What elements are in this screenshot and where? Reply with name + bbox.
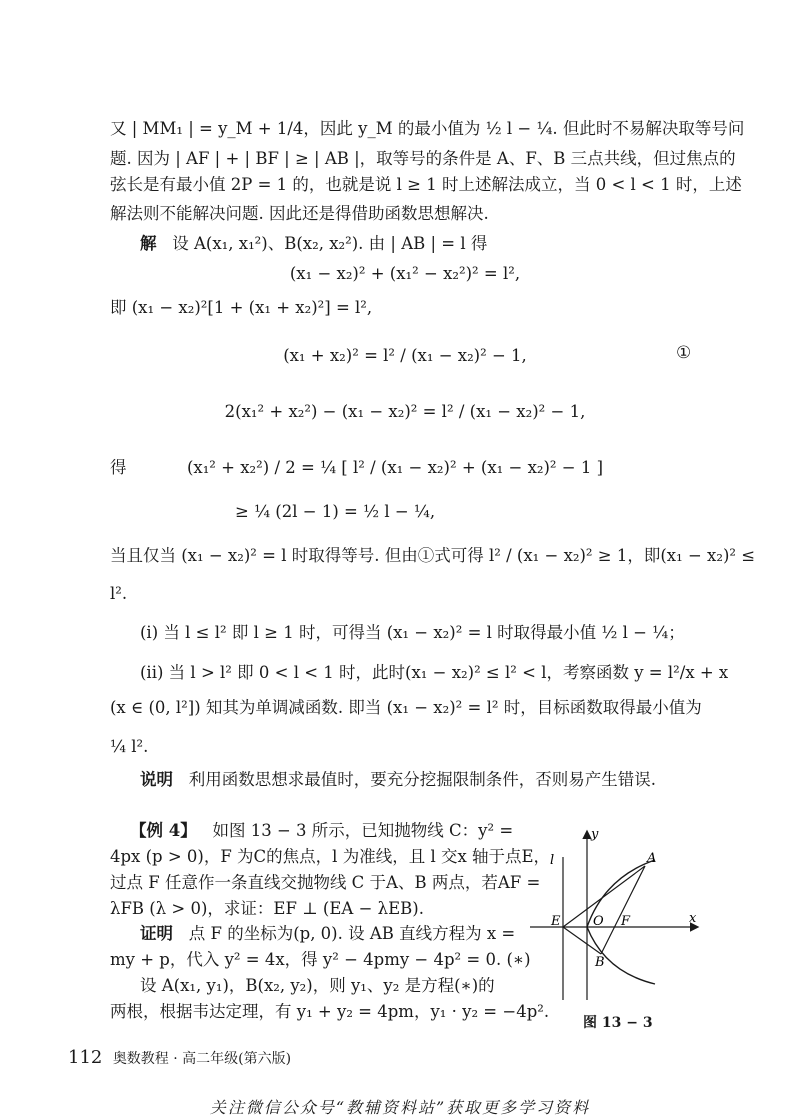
label-x: x bbox=[689, 911, 697, 926]
example-line: 过点 F 任意作一条直线交抛物线 C 于A、B 两点，若AF = bbox=[110, 873, 541, 892]
case-ii-line: (ii) 当 l > l² 即 0 < l < 1 时，此时(x₁ − x₂)² ≤ l² < l，考察函数 y = l²/x + x bbox=[140, 663, 729, 682]
segment-eb bbox=[563, 927, 601, 954]
proof-line bbox=[140, 923, 520, 945]
solution-text: 设 A(x₁, x₁²)、B(x₂, x₂²). 由 | AB | = l 得 bbox=[172, 234, 488, 253]
promo-banner: 关注微信公众号“教辅资料站”获取更多学习资料 bbox=[209, 1098, 591, 1117]
label-e: E bbox=[551, 914, 561, 929]
case-ii-line: ¼ l². bbox=[110, 737, 149, 756]
label-l: l bbox=[550, 853, 555, 868]
book-title: 奥数教程 · 高二年级(第六版) bbox=[112, 1051, 292, 1067]
proof-line: 设 A(x₁, y₁)，B(x₂, y₂)，则 y₁、y₂ 是方程(∗)的 bbox=[140, 976, 495, 995]
figure-caption: 图 13 − 3 bbox=[583, 1015, 653, 1031]
label-y: y bbox=[591, 827, 599, 842]
case-ii-line: (x ∈ (0, l²]) 知其为单调减函数. 即当 (x₁ − x₂)² = l² 时，目标函数取得最小值为 bbox=[110, 698, 702, 717]
condition-line: 当且仅当 (x₁ − x₂)² = l 时取得等号. 但由①式可得 l² / (x₁ − x₂)² ≥ 1，即(x₁ − x₂)² ≤ bbox=[110, 546, 756, 565]
equation-2: 即 (x₁ − x₂)²[1 + (x₁ + x₂)²] = l², bbox=[110, 298, 373, 317]
de-label: 得 bbox=[110, 458, 127, 477]
proof-text: 点 F 的坐标为(p, 0). 设 AB 直线方程为 x = bbox=[188, 924, 516, 943]
label-a: A bbox=[647, 851, 657, 866]
proof-line: 两根，根据韦达定理，有 y₁ + y₂ = 4pm，y₁ · y₂ = −4p². bbox=[110, 1002, 550, 1021]
solution-line bbox=[140, 233, 730, 255]
parabola-figure bbox=[525, 822, 705, 1007]
condition-line: l². bbox=[110, 584, 128, 603]
intro-line: 弦长是有最小值 2P = 1 的，也就是说 l ≥ 1 时上述解法成立，当 0 < l < 1 时，上述 bbox=[110, 175, 742, 194]
example-line: λFB (λ > 0)，求证：EF ⊥ (EA − λEB). bbox=[110, 899, 424, 918]
note-line bbox=[140, 769, 730, 791]
page-number: 112 bbox=[68, 1047, 103, 1068]
intro-line: 解法则不能解决问题. 因此还是得借助函数思想解决. bbox=[110, 204, 489, 223]
equation-5: (x₁² + x₂²) / 2 = ¼ [ l² / (x₁ − x₂)² + (x₁ − x₂)² − 1 ] bbox=[186, 458, 604, 477]
segment-ea bbox=[563, 866, 645, 927]
note-text: 利用函数思想求最值时，要充分挖掘限制条件，否则易产生错误. bbox=[188, 770, 656, 789]
example-text: 如图 13 − 3 所示，已知抛物线 C：y² = bbox=[212, 821, 514, 840]
equation-6: ≥ ¼ (2l − 1) = ½ l − ¼, bbox=[235, 502, 436, 521]
equation-number: ① bbox=[676, 343, 692, 363]
page-footer bbox=[68, 1047, 291, 1068]
equation-1: (x₁ − x₂)² + (x₁² − x₂²)² = l², bbox=[289, 264, 521, 283]
proof-label: 证明 bbox=[140, 924, 173, 943]
chord-ab bbox=[601, 866, 645, 954]
example-label: 【例 4】 bbox=[130, 821, 197, 840]
equation-4: 2(x₁² + x₂²) − (x₁ − x₂)² = l² / (x₁ − x₂)² − 1, bbox=[224, 402, 586, 421]
solution-label: 解 bbox=[140, 234, 157, 253]
label-f: F bbox=[621, 914, 631, 929]
label-o: O bbox=[593, 914, 604, 929]
note-label: 说明 bbox=[140, 770, 173, 789]
example-line: 4px (p > 0)，F 为C的焦点，l 为准线，且 l 交x 轴于点E， bbox=[110, 847, 551, 866]
intro-line: 又 | MM₁ | = y_M + 1/4，因此 y_M 的最小值为 ½ l − ¼. 但此时不易解决取等号问 bbox=[110, 119, 745, 138]
case-i: (i) 当 l ≤ l² 即 l ≥ 1 时，可得当 (x₁ − x₂)² = l 时取得最小值 ½ l − ¼； bbox=[140, 623, 685, 642]
intro-line: 题. 因为 | AF | + | BF | ≥ | AB |，取等号的条件是 A、F、B 三点共线，但过焦点的 bbox=[110, 149, 736, 168]
equation-3: (x₁ + x₂)² = l² / (x₁ − x₂)² − 1, bbox=[283, 346, 527, 365]
example-line bbox=[130, 820, 520, 842]
proof-line: my + p，代入 y² = 4x，得 y² − 4pmy − 4p² = 0. (∗) bbox=[110, 950, 531, 969]
label-b: B bbox=[595, 955, 605, 970]
